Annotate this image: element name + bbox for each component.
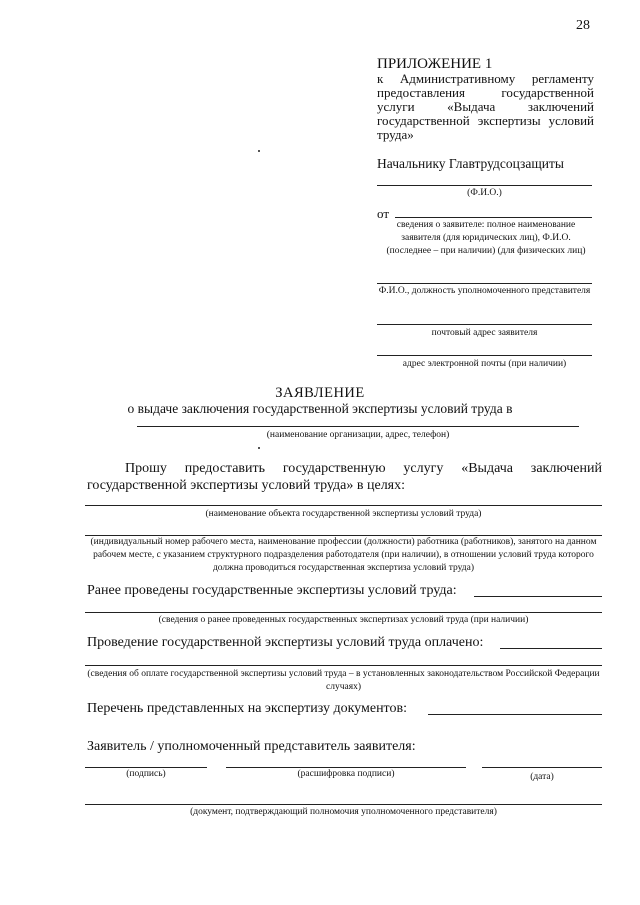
organization-caption: (наименование организации, адрес, телефон): [266, 430, 450, 440]
documents-inline-line: [428, 714, 602, 715]
previous-caption: (сведения о ранее проведенных государственных экспертизах условий труда (при наличии): [158, 615, 529, 625]
statement-subtitle: о выдаче заключения государственной экспертизы условий труда в: [127, 401, 513, 416]
documents-label: Перечень представленных на экспертизу документов:: [87, 701, 407, 716]
recipient: Начальнику Главтрудсоцзащиты: [377, 156, 564, 171]
email-caption: адрес электронной почты (при наличии): [402, 359, 567, 369]
from-label: от: [377, 206, 390, 221]
workplace-caption: (индивидуальный номер рабочего места, наименование профессии (должности) работника (работников), занятого на данном рабочем месте, с указанием структурного подразделения работодателя (при наличии), в отношении условий труда которого должна проводиться государственная экспертиза условий труда): [90, 537, 597, 573]
statement-title: ЗАЯВЛЕНИЕ: [275, 385, 365, 401]
previous-line: [85, 612, 602, 613]
object-line: [85, 505, 602, 506]
scan-speck: [258, 150, 260, 152]
decoding-caption: (расшифровка подписи): [297, 769, 395, 779]
scan-speck-2: [258, 447, 260, 449]
paid-inline-line: [500, 648, 602, 649]
request-text: Прошу предоставить государственную услугу «Выдача заключений государственной экспертизы условий труда» в целях:: [87, 461, 602, 493]
fio-line: [377, 185, 592, 186]
appendix-title: ПРИЛОЖЕНИЕ 1: [377, 56, 493, 72]
appendix-text: к Административному регламенту предоставления государственной услуги «Выдача заключений государственной экспертизы условий труда»: [377, 71, 594, 142]
previous-label: Ранее проведены государственные экспертизы условий труда:: [87, 583, 457, 598]
representative-line: [377, 283, 592, 284]
previous-inline-line: [474, 596, 602, 597]
postal-caption: почтовый адрес заявителя: [431, 328, 538, 338]
paid-label: Проведение государственной экспертизы условий труда оплачено:: [87, 635, 484, 650]
representative-caption: Ф.И.О., должность уполномоченного представителя: [378, 286, 591, 296]
postal-line: [377, 324, 592, 325]
authority-line: [85, 804, 602, 805]
applicant-label: Заявитель / уполномоченный представитель заявителя:: [87, 739, 416, 754]
page-number: 28: [576, 18, 590, 33]
organization-line: [137, 426, 579, 427]
signature-caption: (подпись): [126, 769, 166, 779]
applicant-info-caption: сведения о заявителе: полное наименование заявителя (для юридических лиц), Ф.И.О. (последнее – при наличии) (для физических лиц): [386, 220, 586, 256]
date-line: [482, 767, 602, 768]
payment-caption: (сведения об оплате государственной экспертизы условий труда – в установленных законодательством Российской Федерации случаях): [87, 669, 600, 692]
object-caption: (наименование объекта государственной экспертизы условий труда): [205, 509, 482, 519]
fio-caption: (Ф.И.О.): [467, 188, 502, 198]
date-caption: (дата): [530, 772, 554, 782]
from-line: [395, 217, 592, 218]
email-line: [377, 355, 592, 356]
paid-line: [85, 665, 602, 666]
authority-caption: (документ, подтверждающий полномочия уполномоченного представителя): [190, 807, 497, 817]
